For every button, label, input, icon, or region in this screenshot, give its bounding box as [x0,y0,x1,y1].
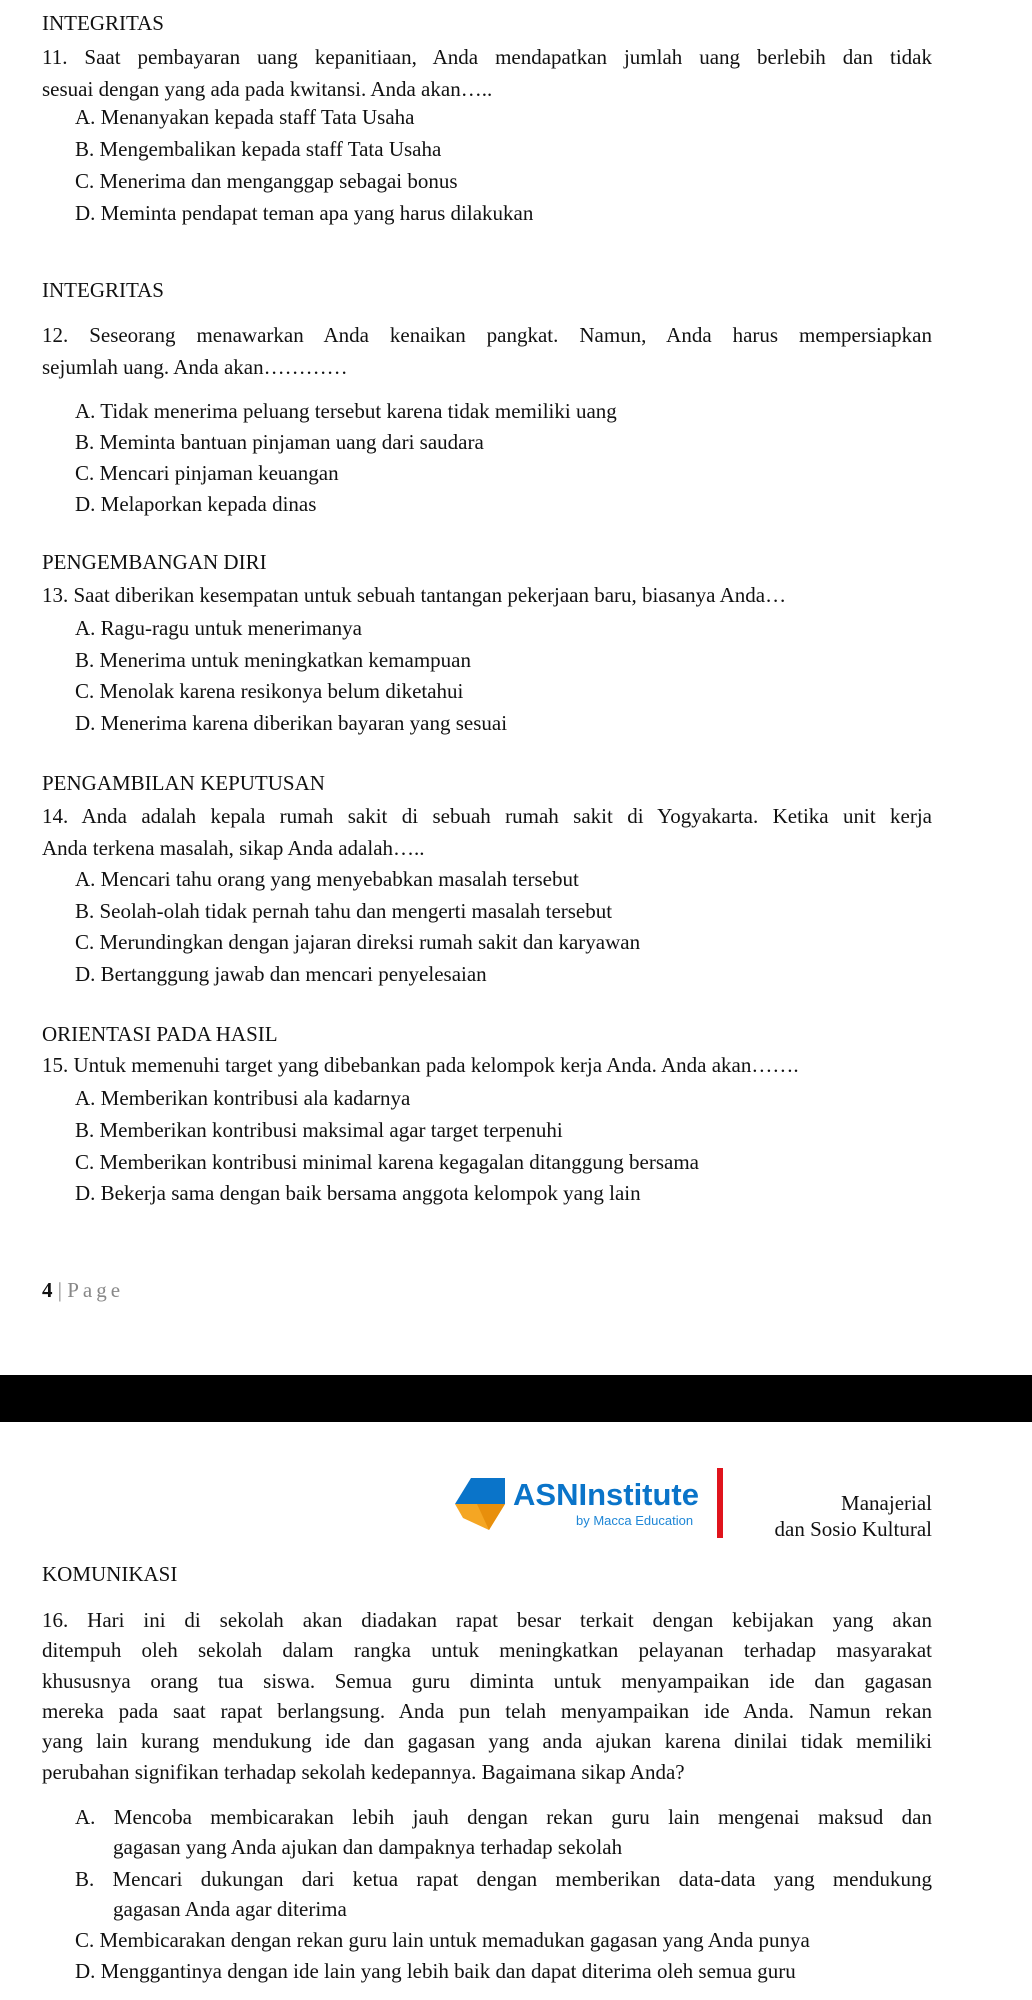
q16-option-d: D. Menggantinya dengan ide lain yang lebih baik dan dapat diterima oleh semua guru [75,1959,796,1983]
header-subject-line-2: dan Sosio Kultural [774,1517,932,1541]
q14-option-b: B. Seolah-olah tidak pernah tahu dan mengerti masalah tersebut [75,899,613,923]
q15-option-d: D. Bekerja sama dengan baik bersama anggota kelompok yang lain [75,1181,641,1205]
q11-category: INTEGRITAS [42,11,164,35]
q13-question-line-1: 13. Saat diberikan kesempatan untuk sebuah tantangan pekerjaan baru, biasanya Anda… [42,583,787,607]
q16-question-line-2: ditempuh oleh sekolah dalam rangka untuk meningkatkan pelayanan terhadap masyarakat [42,1638,932,1662]
q16-question-line-3: khususnya orang tua siswa. Semua guru diminta untuk menyampaikan ide dan gagasan [42,1669,932,1693]
logo-brand-name: ASNInstitute [513,1477,699,1512]
header-accent-bar [717,1468,723,1538]
q16-question-line-5: yang lain kurang mendukung ide dan gagasan yang anda ajukan karena dinilai tidak memiliki [42,1729,932,1753]
q14-option-a: A. Mencari tahu orang yang menyebabkan masalah tersebut [75,867,579,891]
q12-option-a: A. Tidak menerima peluang tersebut karena tidak memiliki uang [75,399,617,423]
q15-option-c: C. Memberikan kontribusi minimal karena kegagalan ditanggung bersama [75,1150,699,1174]
q12-option-c: C. Mencari pinjaman keuangan [75,461,339,485]
q16-option-b-line-2: gagasan Anda agar diterima [113,1897,347,1921]
q12-question-line-2: sejumlah uang. Anda akan………… [42,355,348,379]
q11-option-b: B. Mengembalikan kepada staff Tata Usaha [75,137,442,161]
q15-option-a: A. Memberikan kontribusi ala kadarnya [75,1086,411,1110]
q12-option-d: D. Melaporkan kepada dinas [75,492,317,516]
q16-option-a-line-1: A. Mencoba membicarakan lebih jauh dengan rekan guru lain mengenai maksud dan [75,1805,932,1829]
q13-option-d: D. Menerima karena diberikan bayaran yang sesuai [75,711,508,735]
q16-option-c: C. Membicarakan dengan rekan guru lain untuk memadukan gagasan yang Anda punya [75,1928,810,1952]
q13-option-b: B. Menerima untuk meningkatkan kemampuan [75,648,471,672]
page-number: 4 [42,1278,53,1302]
q12-category: INTEGRITAS [42,278,164,302]
q14-question-line-2: Anda terkena masalah, sikap Anda adalah….. [42,836,425,860]
page-separator: | [57,1278,62,1302]
q16-question-line-4: mereka pada saat rapat berlangsung. Anda pun telah menyampaikan ide Anda. Namun rekan [42,1699,932,1723]
q16-option-b-line-1: B. Mencari dukungan dari ketua rapat dengan memberikan data-data yang mendukung [75,1867,932,1891]
header-subject-line-1: Manajerial [841,1491,932,1515]
page-label: Page [67,1278,125,1302]
q14-question-line-1: 14. Anda adalah kepala rumah sakit di sebuah rumah sakit di Yogyakarta. Ketika unit kerja [42,804,932,828]
q15-option-b: B. Memberikan kontribusi maksimal agar target terpenuhi [75,1118,563,1142]
q11-question-line-2: sesuai dengan yang ada pada kwitansi. Anda akan….. [42,77,493,101]
q15-category: ORIENTASI PADA HASIL [42,1022,278,1046]
q11-option-a: A. Menanyakan kepada staff Tata Usaha [75,105,415,129]
q13-option-a: A. Ragu-ragu untuk menerimanya [75,616,362,640]
q11-option-c: C. Menerima dan menganggap sebagai bonus [75,169,458,193]
q14-option-c: C. Merundingkan dengan jajaran direksi rumah sakit dan karyawan [75,930,641,954]
q13-option-c: C. Menolak karena resikonya belum diketahui [75,679,464,703]
q11-option-d: D. Meminta pendapat teman apa yang harus dilakukan [75,201,534,225]
q12-question-line-1: 12. Seseorang menawarkan Anda kenaikan pangkat. Namun, Anda harus mempersiapkan [42,323,932,347]
document-page-5 [0,1422,1032,2000]
asn-institute-logo-icon [455,1478,505,1530]
q13-category: PENGEMBANGAN DIRI [42,550,267,574]
q16-question-line-6: perubahan signifikan terhadap sekolah kedepannya. Bagaimana sikap Anda? [42,1760,685,1784]
page-footer [42,1277,124,1303]
logo-tagline: by Macca Education [576,1513,694,1528]
q15-question-line-1: 15. Untuk memenuhi target yang dibebankan pada kelompok kerja Anda. Anda akan……. [42,1053,799,1077]
q11-question-line-1: 11. Saat pembayaran uang kepanitiaan, Anda mendapatkan jumlah uang berlebih dan tidak [42,45,932,69]
q16-option-a-line-2: gagasan yang Anda ajukan dan dampaknya terhadap sekolah [113,1835,623,1859]
q14-option-d: D. Bertanggung jawab dan mencari penyelesaian [75,962,487,986]
q14-category: PENGAMBILAN KEPUTUSAN [42,771,325,795]
q12-option-b: B. Meminta bantuan pinjaman uang dari saudara [75,430,484,454]
q16-question-line-1: 16. Hari ini di sekolah akan diadakan rapat besar terkait dengan kebijakan yang akan [42,1608,932,1632]
q16-category: KOMUNIKASI [42,1562,178,1586]
page-divider [0,1375,1032,1422]
